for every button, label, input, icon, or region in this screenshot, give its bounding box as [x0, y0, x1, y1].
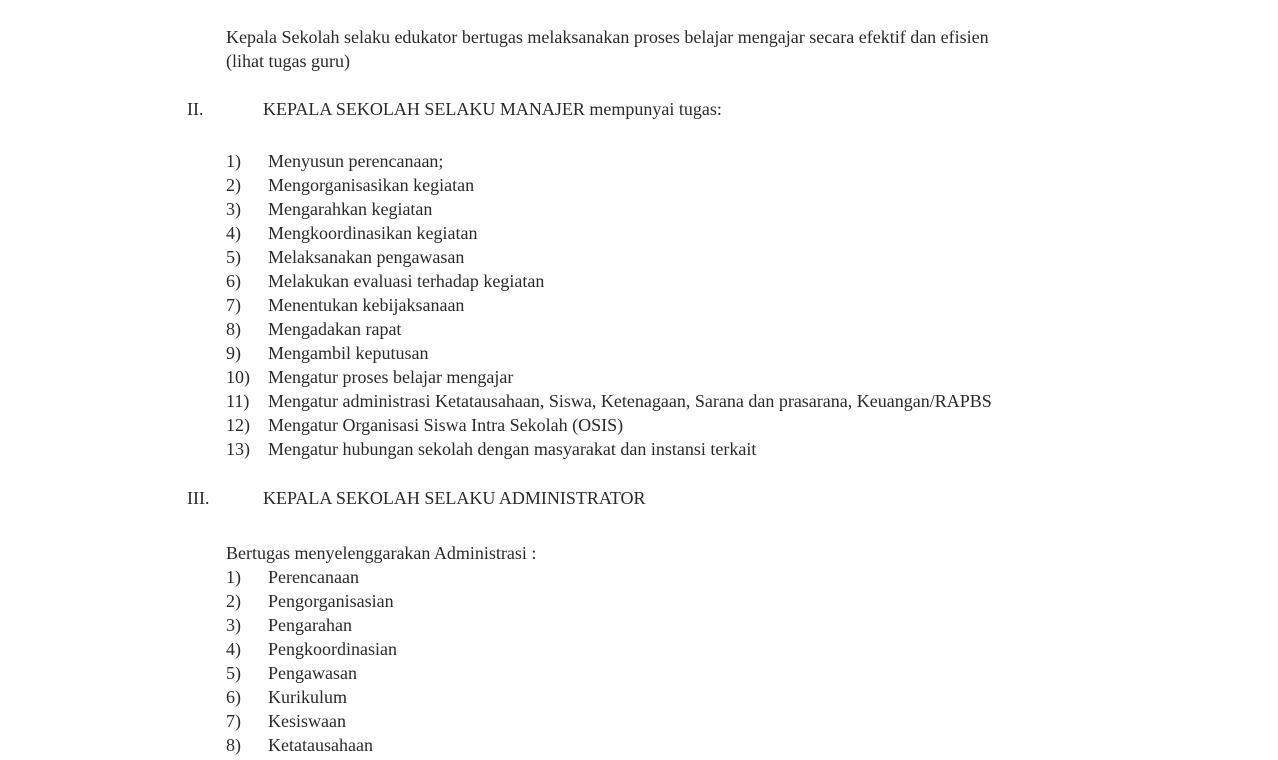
list-item-text: Mengkoordinasikan kegiatan	[268, 223, 478, 243]
list-item-text: Pengawasan	[268, 663, 357, 683]
list-item-text: Mengarahkan kegiatan	[268, 199, 433, 219]
list-item-text: Mengatur Organisasi Siswa Intra Sekolah (OSIS)	[268, 415, 624, 435]
list-item-text: Melaksanakan pengawasan	[268, 247, 465, 267]
list-item-number: 13)	[226, 439, 250, 459]
list-item-text: Pengarahan	[268, 615, 352, 635]
list-item-number: 4)	[226, 223, 241, 243]
list-item-number: 1)	[226, 151, 241, 171]
list-item-text: Perencanaan	[268, 567, 359, 587]
list-item-number: 6)	[226, 271, 241, 291]
list-item-number: 7)	[226, 711, 241, 731]
list-item-text: Pengkoordinasian	[268, 639, 397, 659]
intro-line-2: (lihat tugas guru)	[226, 51, 350, 71]
list-item-text: Mengorganisasikan kegiatan	[268, 175, 475, 195]
list-item-number: 10)	[226, 367, 250, 387]
list-item-number: 2)	[226, 175, 241, 195]
list-item-number: 8)	[226, 319, 241, 339]
list-item-text: Pengorganisasian	[268, 591, 394, 611]
list-item-number: 6)	[226, 687, 241, 707]
section-title: KEPALA SEKOLAH SELAKU MANAJER mempunyai tugas:	[263, 99, 722, 119]
list-item-text: Melakukan evaluasi terhadap kegiatan	[268, 271, 545, 291]
list-item-number: 7)	[226, 295, 241, 315]
administrator-lead-text: Bertugas menyelenggarakan Administrasi :	[226, 543, 537, 563]
list-item-number: 1)	[226, 567, 241, 587]
list-item-number: 2)	[226, 591, 241, 611]
intro-line-1: Kepala Sekolah selaku edukator bertugas melaksanakan proses belajar mengajar secara efektif dan efisien	[226, 27, 989, 47]
list-item-text: Kurikulum	[268, 687, 347, 707]
list-item-text: Mengambil keputusan	[268, 343, 429, 363]
list-item-number: 4)	[226, 639, 241, 659]
list-item-number: 8)	[226, 735, 241, 755]
list-item-text: Mengatur proses belajar mengajar	[268, 367, 514, 387]
list-item-text: Mengatur hubungan sekolah dengan masyarakat dan instansi terkait	[268, 439, 757, 459]
list-item-text: Kesiswaan	[268, 711, 346, 731]
section-numeral: III.	[187, 488, 210, 508]
list-item-text: Mengadakan rapat	[268, 319, 402, 339]
list-item-number: 5)	[226, 663, 241, 683]
list-item-number: 3)	[226, 199, 241, 219]
list-item-text: Mengatur administrasi Ketatausahaan, Siswa, Ketenagaan, Sarana dan prasarana, Keuangan/RAPBS	[268, 391, 992, 411]
list-item-number: 3)	[226, 615, 241, 635]
list-item-text: Menentukan kebijaksanaan	[268, 295, 465, 315]
list-item-number: 9)	[226, 343, 241, 363]
section-title: KEPALA SEKOLAH SELAKU ADMINISTRATOR	[263, 488, 646, 508]
section-numeral: II.	[187, 99, 204, 119]
list-item-text: Menyusun perencanaan;	[268, 151, 444, 171]
list-item-number: 12)	[226, 415, 250, 435]
intro-paragraph	[226, 25, 1146, 73]
list-item-text: Ketatausahaan	[268, 735, 373, 755]
list-item-number: 11)	[226, 391, 250, 411]
list-item-number: 5)	[226, 247, 241, 267]
